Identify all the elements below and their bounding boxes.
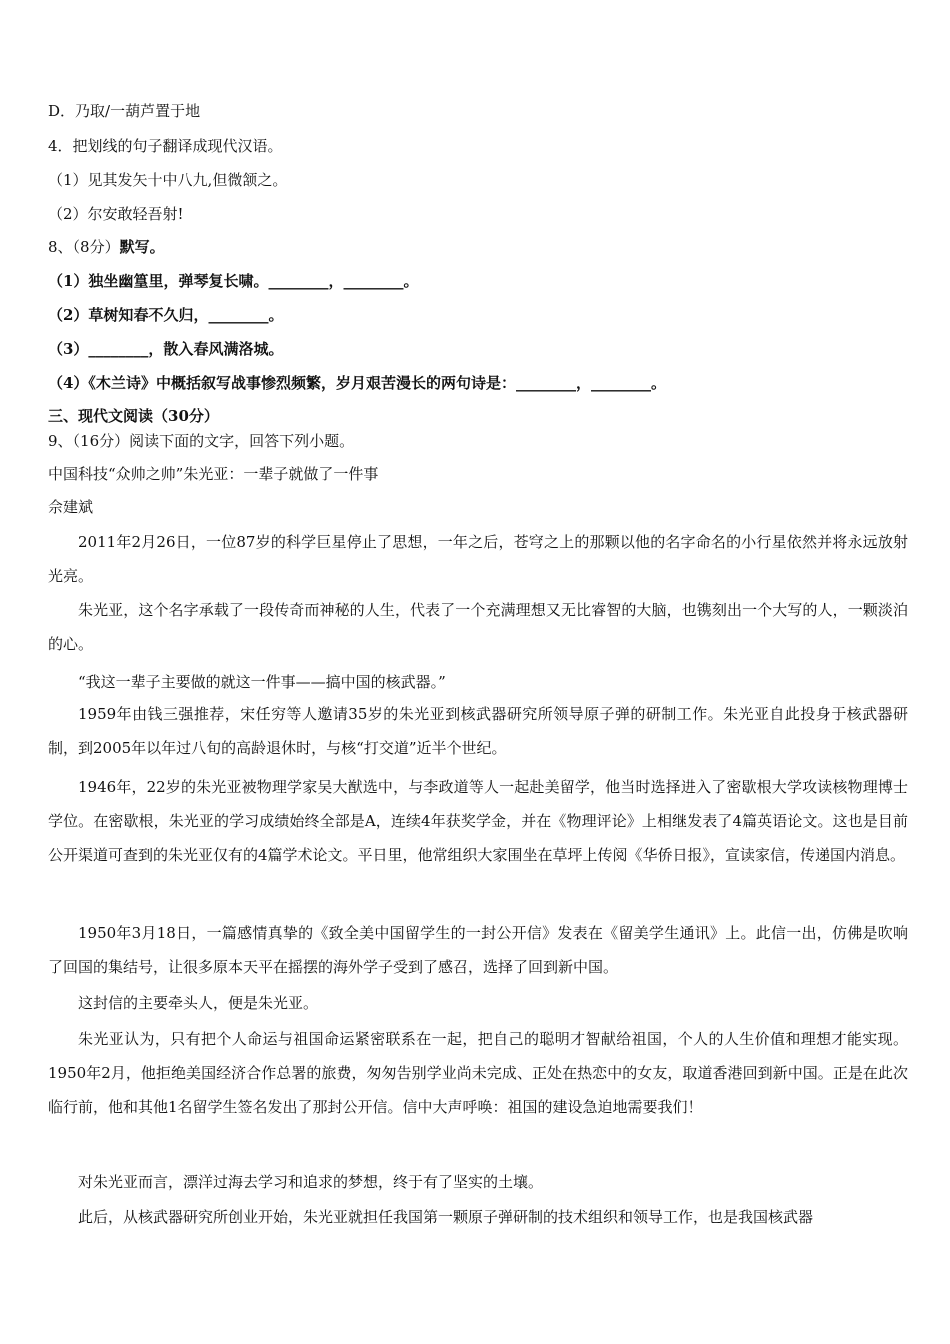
article-paragraph: 朱光亚认为，只有把个人命运与祖国命运紧密联系在一起，把自己的聪明才智献给祖国，个人的人生价值和理想才能实现。1950年2月，他拒绝美国经济合作总署的旅费，匆匆告别学业尚未完成、正处在热恋中的女友，取道香港回到新中国。正是在此次临行前，他和其他1名留学生签名发出了那封公开信。信中大声呼唤：祖国的建设急迫地需要我们！ [48, 1030, 908, 1116]
question-9-title: 9、（16分）阅读下面的文字，回答下列小题。 [48, 432, 355, 450]
question-8-item-4: （4）《木兰诗》中概括叙写战事惨烈频繁，岁月艰苦漫长的两句诗是：________，________。 [48, 374, 666, 392]
article-paragraph: 此后，从核武器研究所创业开始，朱光亚就担任我国第一颗原子弹研制的技术组织和领导工作，也是我国核武器 [78, 1208, 814, 1226]
article-paragraph: “我这一辈子主要做的就这一件事——搞中国的核武器。” [78, 673, 446, 691]
question-8-label: 默写。 [119, 238, 165, 256]
question-8-title [48, 237, 908, 257]
question-4-item-1: （1）见其发矢十中八九,但微颔之。 [48, 171, 288, 189]
question-8-item-1: （1）独坐幽篁里，弹琴复长啸。________，________。 [48, 272, 419, 290]
question-8-score: 8、（8分） [48, 238, 120, 256]
article-paragraph: 1946年，22岁的朱光亚被物理学家吴大猷选中，与李政道等人一起赴美留学，他当时选择进入了密歇根大学攻读核物理博士学位。在密歇根，朱光亚的学习成绩始终全部是A，连续4年获奖学金，并在《物理评论》上相继发表了4篇英语论文。这也是目前公开渠道可查到的朱光亚仅有的4篇学术论文。平日里，他常组织大家围坐在草坪上传阅《华侨日报》，宣读家信，传递国内消息。 [48, 778, 908, 864]
section-heading: 三、现代文阅读（30分） [48, 407, 219, 425]
question-4-item-2: （2）尔安敢轻吾射! [48, 205, 184, 223]
article-paragraph: 这封信的主要牵头人，便是朱光亚。 [78, 994, 319, 1012]
article-author: 佘建斌 [48, 498, 94, 516]
article-paragraph: 对朱光亚而言，漂洋过海去学习和追求的梦想，终于有了坚实的土壤。 [78, 1173, 544, 1191]
question-8-item-2: （2）草树知春不久归，________。 [48, 306, 284, 324]
article-paragraph: 朱光亚，这个名字承载了一段传奇而神秘的人生，代表了一个充满理想又无比睿智的大脑，也镌刻出一个大写的人，一颗淡泊的心。 [48, 601, 908, 653]
option-d: D．乃取/一葫芦置于地 [48, 102, 201, 120]
article-title: 中国科技“众帅之帅”朱光亚：一辈子就做了一件事 [48, 465, 379, 483]
question-4-title: 4．把划线的句子翻译成现代汉语。 [48, 137, 283, 155]
article-paragraph: 2011年2月26日，一位87岁的科学巨星停止了思想，一年之后，苍穹之上的那颗以他的名字命名的小行星依然并将永远放射光亮。 [48, 533, 908, 585]
article-paragraph: 1950年3月18日，一篇感情真挚的《致全美中国留学生的一封公开信》发表在《留美学生通讯》上。此信一出，仿佛是吹响了回国的集结号，让很多原本天平在摇摆的海外学子受到了感召，选择了回到新中国。 [48, 924, 908, 976]
article-paragraph: 1959年由钱三强推荐，宋任穷等人邀请35岁的朱光亚到核武器研究所领导原子弹的研制工作。朱光亚自此投身于核武器研制，到2005年以年过八旬的高龄退休时，与核“打交道”近半个世纪。 [48, 705, 908, 757]
question-8-item-3: （3）________，散入春风满洛城。 [48, 340, 284, 358]
